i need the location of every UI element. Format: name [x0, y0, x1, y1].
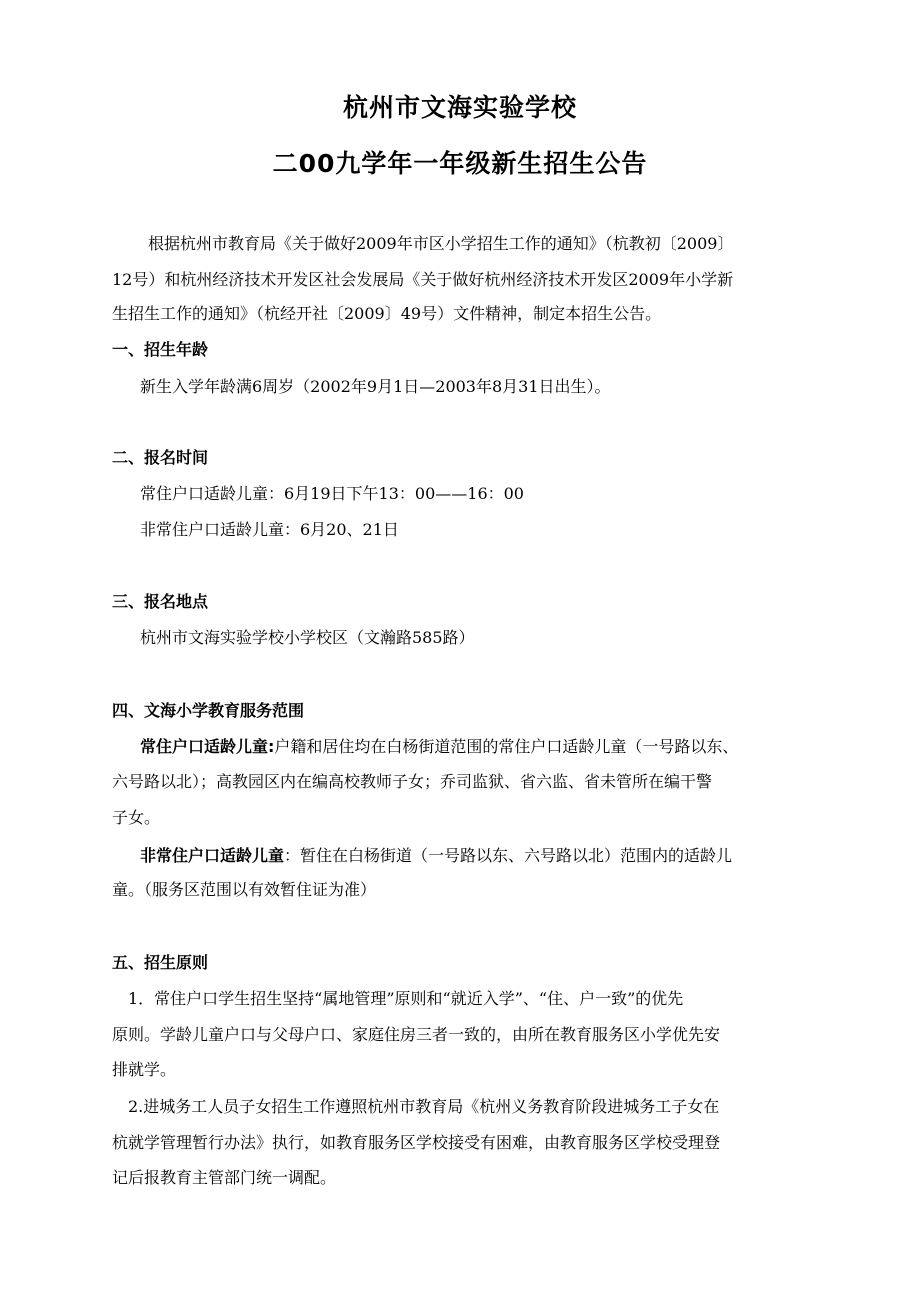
principle-1-line-2: 原则。学龄儿童户口与父母户口、家庭住房三者一致的，由所在教育服务区小学优先安: [112, 1025, 721, 1044]
section-3-heading: 三、报名地点: [112, 592, 209, 611]
section-4-heading: 四、文海小学教育服务范围: [112, 701, 305, 720]
intro-line-3: 生招生工作的通知》（杭经开社〔2009〕49号）文件精神，制定本招生公告。: [112, 304, 662, 323]
section-3-line-1: 杭州市文海实验学校小学校区（文瀚路585路）: [140, 628, 475, 647]
section-1-line-1: 新生入学年龄满6周岁（2002年9月1日—2003年8月31日出生）。: [140, 377, 611, 396]
section-4-para-2-line-2: 童。（服务区范围以有效暂住证为准）: [112, 880, 377, 899]
section-2-heading: 二、报名时间: [112, 448, 209, 467]
document-subtitle: 二00九学年一年级新生招生公告: [272, 149, 648, 178]
document-title: 杭州市文海实验学校: [342, 93, 577, 122]
principle-1-line-1: 1．常住户口学生招生坚持“属地管理”原则和“就近入学”、“住、户一致”的优先: [128, 989, 684, 1008]
section-2-line-2: 非常住户口适龄儿童：6月20、21日: [140, 520, 399, 539]
resident-children-text: 户籍和居住均在白杨街道范围的常住户口适龄儿童（一号路以东、: [274, 737, 739, 756]
non-resident-children-text: ：暂住在白杨街道（一号路以东、六号路以北）范围内的适龄儿: [284, 846, 733, 865]
intro-line-2: 12号）和杭州经济技术开发区社会发展局《关于做好杭州经济技术开发区2009年小学新: [112, 270, 734, 289]
section-4-para-1-line-1: [140, 737, 840, 757]
section-2-line-1: 常住户口适龄儿童：6月19日下午13：00——16：00: [140, 484, 524, 503]
principle-2-line-1: 2.进城务工人员子女招生工作遵照杭州市教育局《杭州义务教育阶段进城务工子女在: [128, 1097, 720, 1116]
principle-2-line-3: 记后报教育主管部门统一调配。: [112, 1168, 337, 1187]
resident-children-label: 常住户口适龄儿童:: [140, 737, 275, 756]
non-resident-children-label: 非常住户口适龄儿童: [140, 846, 285, 865]
section-4-para-1-line-2: 六号路以北）；高教园区内在编高校教师子女；乔司监狱、省六监、省未管所在编干警: [112, 772, 713, 791]
section-4-para-1-line-3: 子女。: [112, 808, 161, 827]
intro-line-1: 根据杭州市教育局《关于做好2009年市区小学招生工作的通知》（杭教初〔2009〕: [148, 234, 734, 253]
section-4-para-2-line-1: [140, 846, 840, 866]
principle-1-line-3: 排就学。: [112, 1060, 177, 1079]
principle-2-line-2: 杭就学管理暂行办法》执行，如教育服务区学校接受有困难，由教育服务区学校受理登: [112, 1133, 721, 1152]
section-5-heading: 五、招生原则: [112, 953, 209, 972]
section-1-heading: 一、招生年龄: [112, 340, 209, 359]
